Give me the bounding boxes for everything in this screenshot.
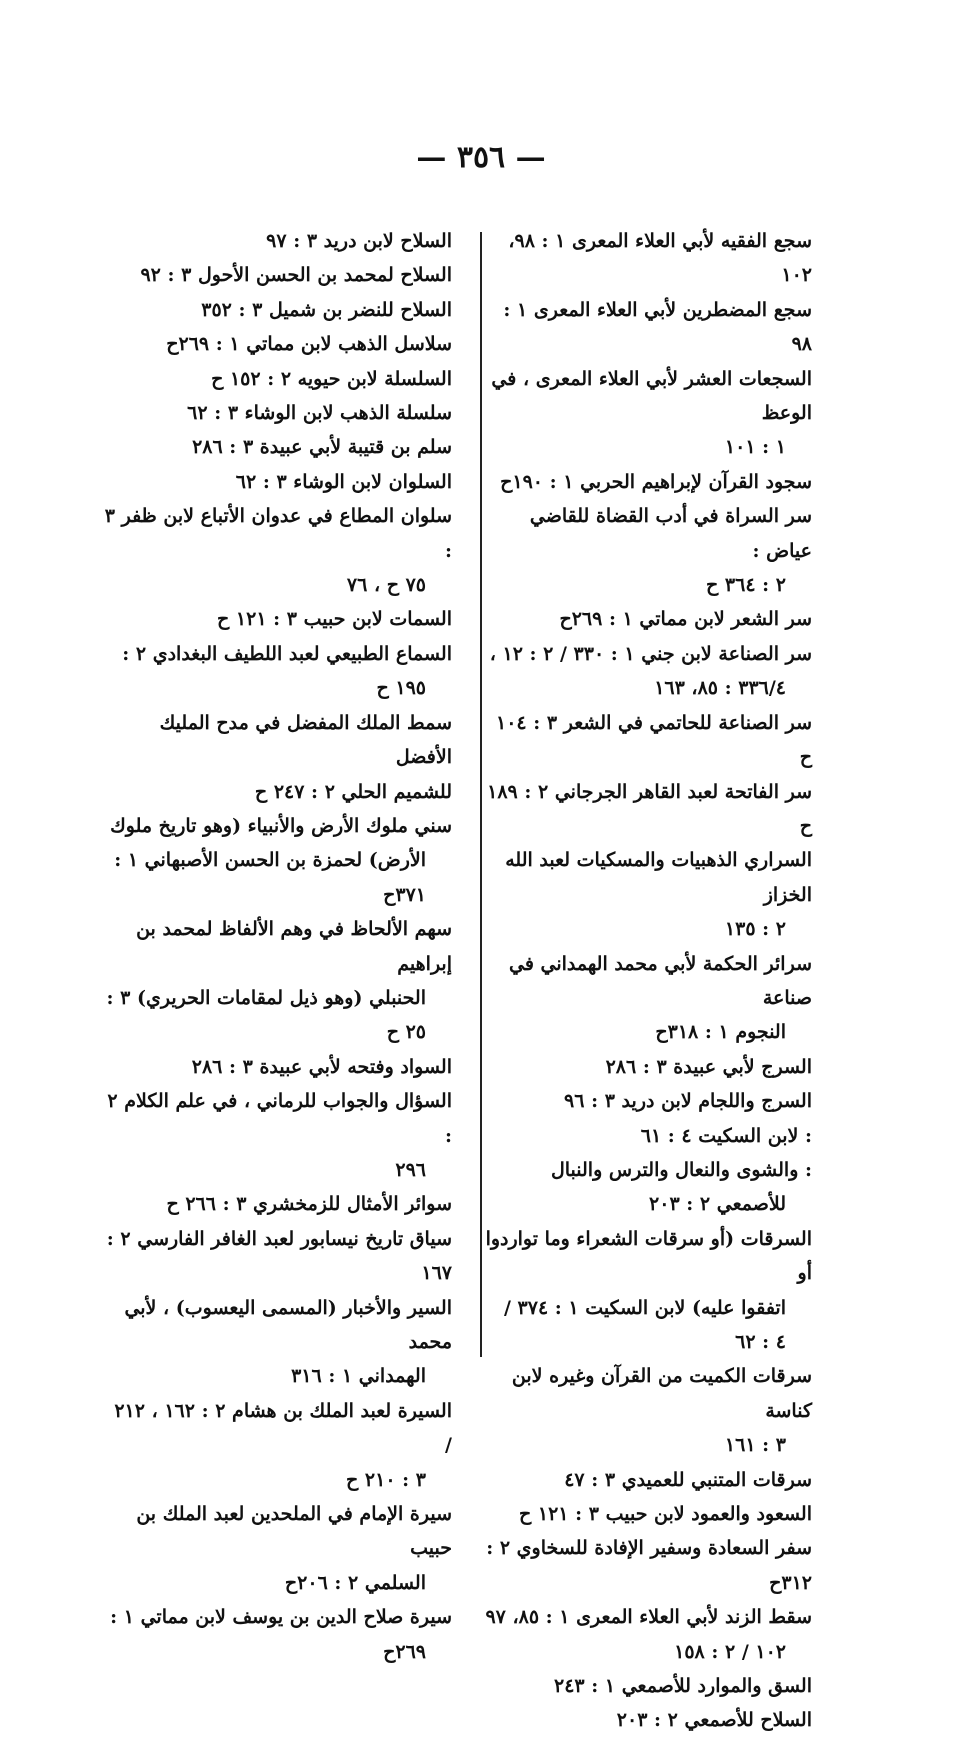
index-entry-text: للشميم الحلي ٢ : ٢٤٧ ح	[254, 780, 452, 803]
index-entry-text: السلاح للأصمعي ٢ : ٢٠٣	[616, 1709, 812, 1732]
index-entry-text: سرائر الحكمة لأبي محمد الهمداني في صناعة	[509, 952, 812, 1009]
index-entry	[480, 843, 812, 946]
index-entry	[102, 258, 452, 292]
index-entry-text: السير والأخبار (المسمى اليعسوب) ، لأبي محمد	[124, 1296, 452, 1353]
index-entry-text: السرج لأبي عبيدة ٣ : ٢٨٦	[605, 1055, 812, 1078]
index-entry	[102, 1222, 452, 1291]
index-entry-text: سيرة صلاح الدين بن يوسف لابن مماتي ١ :	[110, 1606, 452, 1629]
index-entry	[480, 602, 812, 636]
index-entry-text: سر السراة في أدب القضاة للقاضي عياض :	[529, 505, 812, 562]
index-entry-text: سهم الألحاظ في وهم الألفاظ لمحمد بن إبراهيم	[136, 918, 452, 975]
column-divider	[480, 232, 482, 1357]
index-entry-text: سلاسل الذهب لابن مماتي ١ : ٢٦٩ح	[166, 333, 452, 356]
index-entry-continuation: ٣٧١ح	[383, 883, 426, 906]
index-entry	[480, 1119, 812, 1153]
index-entry	[102, 465, 452, 499]
index-entry-text: السراري الذهبيات والمسكيات لعبد الله الخزاز	[505, 849, 812, 906]
index-entry	[102, 430, 452, 464]
index-entry-text: سلوان المطاع في عدوان الأتباع لابن ظفر ٣ :	[104, 505, 452, 562]
index-entry	[480, 1050, 812, 1084]
index-entry-text: سلسلة الذهب لابن الوشاء ٣ : ٦٢	[187, 402, 452, 425]
index-entry	[480, 1669, 812, 1703]
index-entry	[480, 1153, 812, 1222]
index-entry-continuation: ١ : ١٠١	[724, 436, 786, 459]
index-entry-continuation: ٧٥ ح ، ٧٦	[346, 574, 426, 597]
right-column	[480, 224, 812, 1738]
index-entry	[102, 224, 452, 258]
index-entry	[480, 224, 812, 293]
index-entry	[102, 775, 452, 809]
index-entry	[480, 1222, 812, 1325]
index-entry-continuation: الأرض) لحمزة بن الحسن الأصبهاني ١ :	[114, 849, 426, 872]
index-entry	[102, 362, 452, 396]
index-entry-text: السيرة لعبد الملك بن هشام ٢ : ١٦٢ ، ٢١٢ /	[114, 1399, 452, 1457]
index-entry	[102, 1050, 452, 1084]
index-entry-text: سر الصناعة لابن جني ١ : ٣٣٠ / ٢ : ١٢ ،	[489, 642, 812, 665]
index-entry	[102, 1497, 452, 1600]
index-entry	[480, 1703, 812, 1737]
index-entry	[102, 1600, 452, 1669]
index-entry	[102, 1187, 452, 1221]
index-entry-text: سر الشعر لابن مماتي ١ : ٢٦٩ح	[559, 608, 812, 631]
index-entry-text: السلاح للنضر بن شميل ٣ : ٣٥٢	[201, 298, 452, 321]
index-entry	[480, 1497, 812, 1531]
index-entry-continuation: ٢٦٩ح	[383, 1640, 426, 1663]
index-entry	[102, 706, 452, 775]
index-entry-text: السماع الطبيعي لعبد اللطيف البغدادي ٢ :	[122, 642, 452, 665]
index-entry-continuation: للأصمعي ٢ : ٢٠٣	[649, 1193, 786, 1216]
index-entry-text: السلاح لابن دريد ٣ : ٩٧	[266, 230, 452, 252]
left-column	[102, 224, 452, 1669]
index-entry-continuation: اتفقوا عليه) لابن السكيت ١ : ٣٧٤ /	[503, 1296, 786, 1319]
index-entry-text: سرقات الكميت من القرآن وغيره لابن كناسة	[511, 1365, 812, 1422]
index-entry-text: السلسلة لابن حيويه ٢ : ١٥٢ ح	[211, 367, 452, 390]
index-entry-text: سيرة الإمام في الملحدين لعبد الملك بن حبيب	[136, 1503, 452, 1560]
index-entry-continuation: الحنبلي (وهو ذيل لمقامات الحريري) ٣ :	[106, 986, 426, 1009]
index-entry-continuation: الهمداني ١ : ٣١٦	[291, 1365, 426, 1388]
index-entry-continuation: ٤ : ٦٢	[735, 1331, 786, 1353]
index-entry	[102, 293, 452, 327]
index-entry-continuation: ٣٣٦/٤ : ٨٥، ١٦٣	[654, 677, 786, 700]
index-entry	[102, 1291, 452, 1394]
index-entry-text: سفر السعادة وسفير الإفادة للسخاوي ٢ : ٣١٢ح	[486, 1537, 812, 1594]
index-entry-text: سقط الزند لأبي العلاء المعرى ١ : ٨٥، ٩٧	[485, 1606, 812, 1629]
index-entry-continuation: ٢ : ٣٦٤ ح	[706, 574, 786, 597]
index-entry	[480, 1325, 812, 1359]
index-entry	[102, 912, 452, 1015]
index-entry-text: السعود والعمود لابن حبيب ٣ : ١٢١ ح	[518, 1503, 812, 1526]
index-entry-text: السرج واللجام لابن دريد ٣ : ٩٦	[564, 1090, 812, 1113]
index-entry-text: السرقات (أو سرقات الشعراء وما تواردوا أو	[485, 1227, 812, 1285]
index-entry	[102, 809, 452, 878]
index-entry-text: السمات لابن حبيب ٣ : ١٢١ ح	[217, 608, 452, 631]
index-entry-text: سياق تاريخ نيسابور لعبد الغافر الفارسي ٢ : ١٦٧	[106, 1227, 452, 1285]
index-entry	[102, 602, 452, 636]
index-entry	[480, 1084, 812, 1118]
index-entry-text: سجع الفقيه لأبي العلاء المعرى ١ : ٩٨، ١٠٢	[508, 230, 812, 287]
index-entry	[480, 1600, 812, 1669]
index-entry	[102, 499, 452, 602]
index-entry	[102, 1394, 452, 1497]
index-entry-text: سر الفاتحة لعبد القاهر الجرجاني ٢ : ١٨٩ ح	[487, 780, 812, 837]
index-entry	[102, 396, 452, 430]
index-entry-continuation: النجوم ١ : ٣١٨ح	[655, 1021, 786, 1044]
index-entry	[480, 1359, 812, 1462]
index-entry-text: سمط الملك المفضل في مدح المليك الأفضل	[159, 711, 452, 769]
index-entry	[480, 499, 812, 602]
index-entry-text: السلاح لمحمد بن الحسن الأحول ٣ : ٩٢	[140, 264, 452, 287]
index-entry	[480, 293, 812, 362]
index-entry-continuation: ٣ : ٢١٠ ح	[346, 1468, 426, 1491]
index-entry-text: سرقات المتنبي للعميدي ٣ : ٤٧	[564, 1468, 812, 1491]
index-entry-text: السجعات العشر لأبي العلاء المعرى ، في الوعظ	[491, 367, 812, 425]
index-entry-text: السؤال والجواب للرماني ، في علم الكلام ٢ :	[107, 1090, 452, 1147]
index-entry-text: : والشوى والنعال والترس والنبال	[550, 1158, 812, 1181]
index-entry	[480, 775, 812, 844]
index-entry-text: سجع المضطرين لأبي العلاء المعرى ١ : ٩٨	[503, 298, 812, 356]
index-entry-text: سلم بن قتيبة لأبي عبيدة ٣ : ٢٨٦	[192, 436, 452, 459]
index-entry-text: السلوان لابن الوشاء ٣ : ٦٢	[235, 470, 452, 493]
index-entry	[480, 1463, 812, 1497]
index-entry-text: السق والموارد للأصمعي ١ : ٢٤٣	[553, 1675, 812, 1698]
index-entry-continuation: السلمي ٢ : ٢٠٦ح	[284, 1571, 426, 1594]
index-entry-text: : لابن السكيت ٤ : ٦١	[640, 1124, 812, 1147]
index-entry	[102, 637, 452, 706]
index-entry-text: سوائر الأمثال للزمخشري ٣ : ٢٦٦ ح	[166, 1193, 452, 1216]
index-entry	[102, 878, 452, 912]
page-number: — ٣٥٦ —	[416, 140, 546, 175]
index-entry-text: سجود القرآن لإبراهيم الحربي ١ : ١٩٠ح	[500, 470, 812, 493]
index-entry	[480, 1531, 812, 1600]
index-entry	[480, 362, 812, 465]
index-entry-continuation: ١٩٥ ح	[376, 677, 426, 700]
index-entry-continuation: ٣ : ١٦١	[724, 1434, 786, 1457]
index-entry-continuation: ٢٩٦	[395, 1158, 426, 1181]
index-entry	[480, 465, 812, 499]
index-entry-continuation: ١٠٢ / ٢ : ١٥٨	[674, 1640, 786, 1663]
index-entry-text: سر الصناعة للحاتمي في الشعر ٣ : ١٠٤ ح	[496, 711, 812, 769]
index-entry-text: سني ملوك الأرض والأنبياء (وهو تاريخ ملوك	[110, 814, 452, 837]
index-entry	[102, 1084, 452, 1187]
index-entry-text: السواد وفتحه لأبي عبيدة ٣ : ٢٨٦	[191, 1055, 452, 1078]
index-entry	[102, 1015, 452, 1049]
index-entry	[480, 706, 812, 775]
index-entry-continuation: ٢٥ ح	[386, 1021, 426, 1044]
index-entry	[480, 637, 812, 706]
index-entry	[480, 947, 812, 1050]
index-entry-continuation: ٢ : ١٣٥	[724, 918, 786, 941]
index-entry	[102, 327, 452, 361]
